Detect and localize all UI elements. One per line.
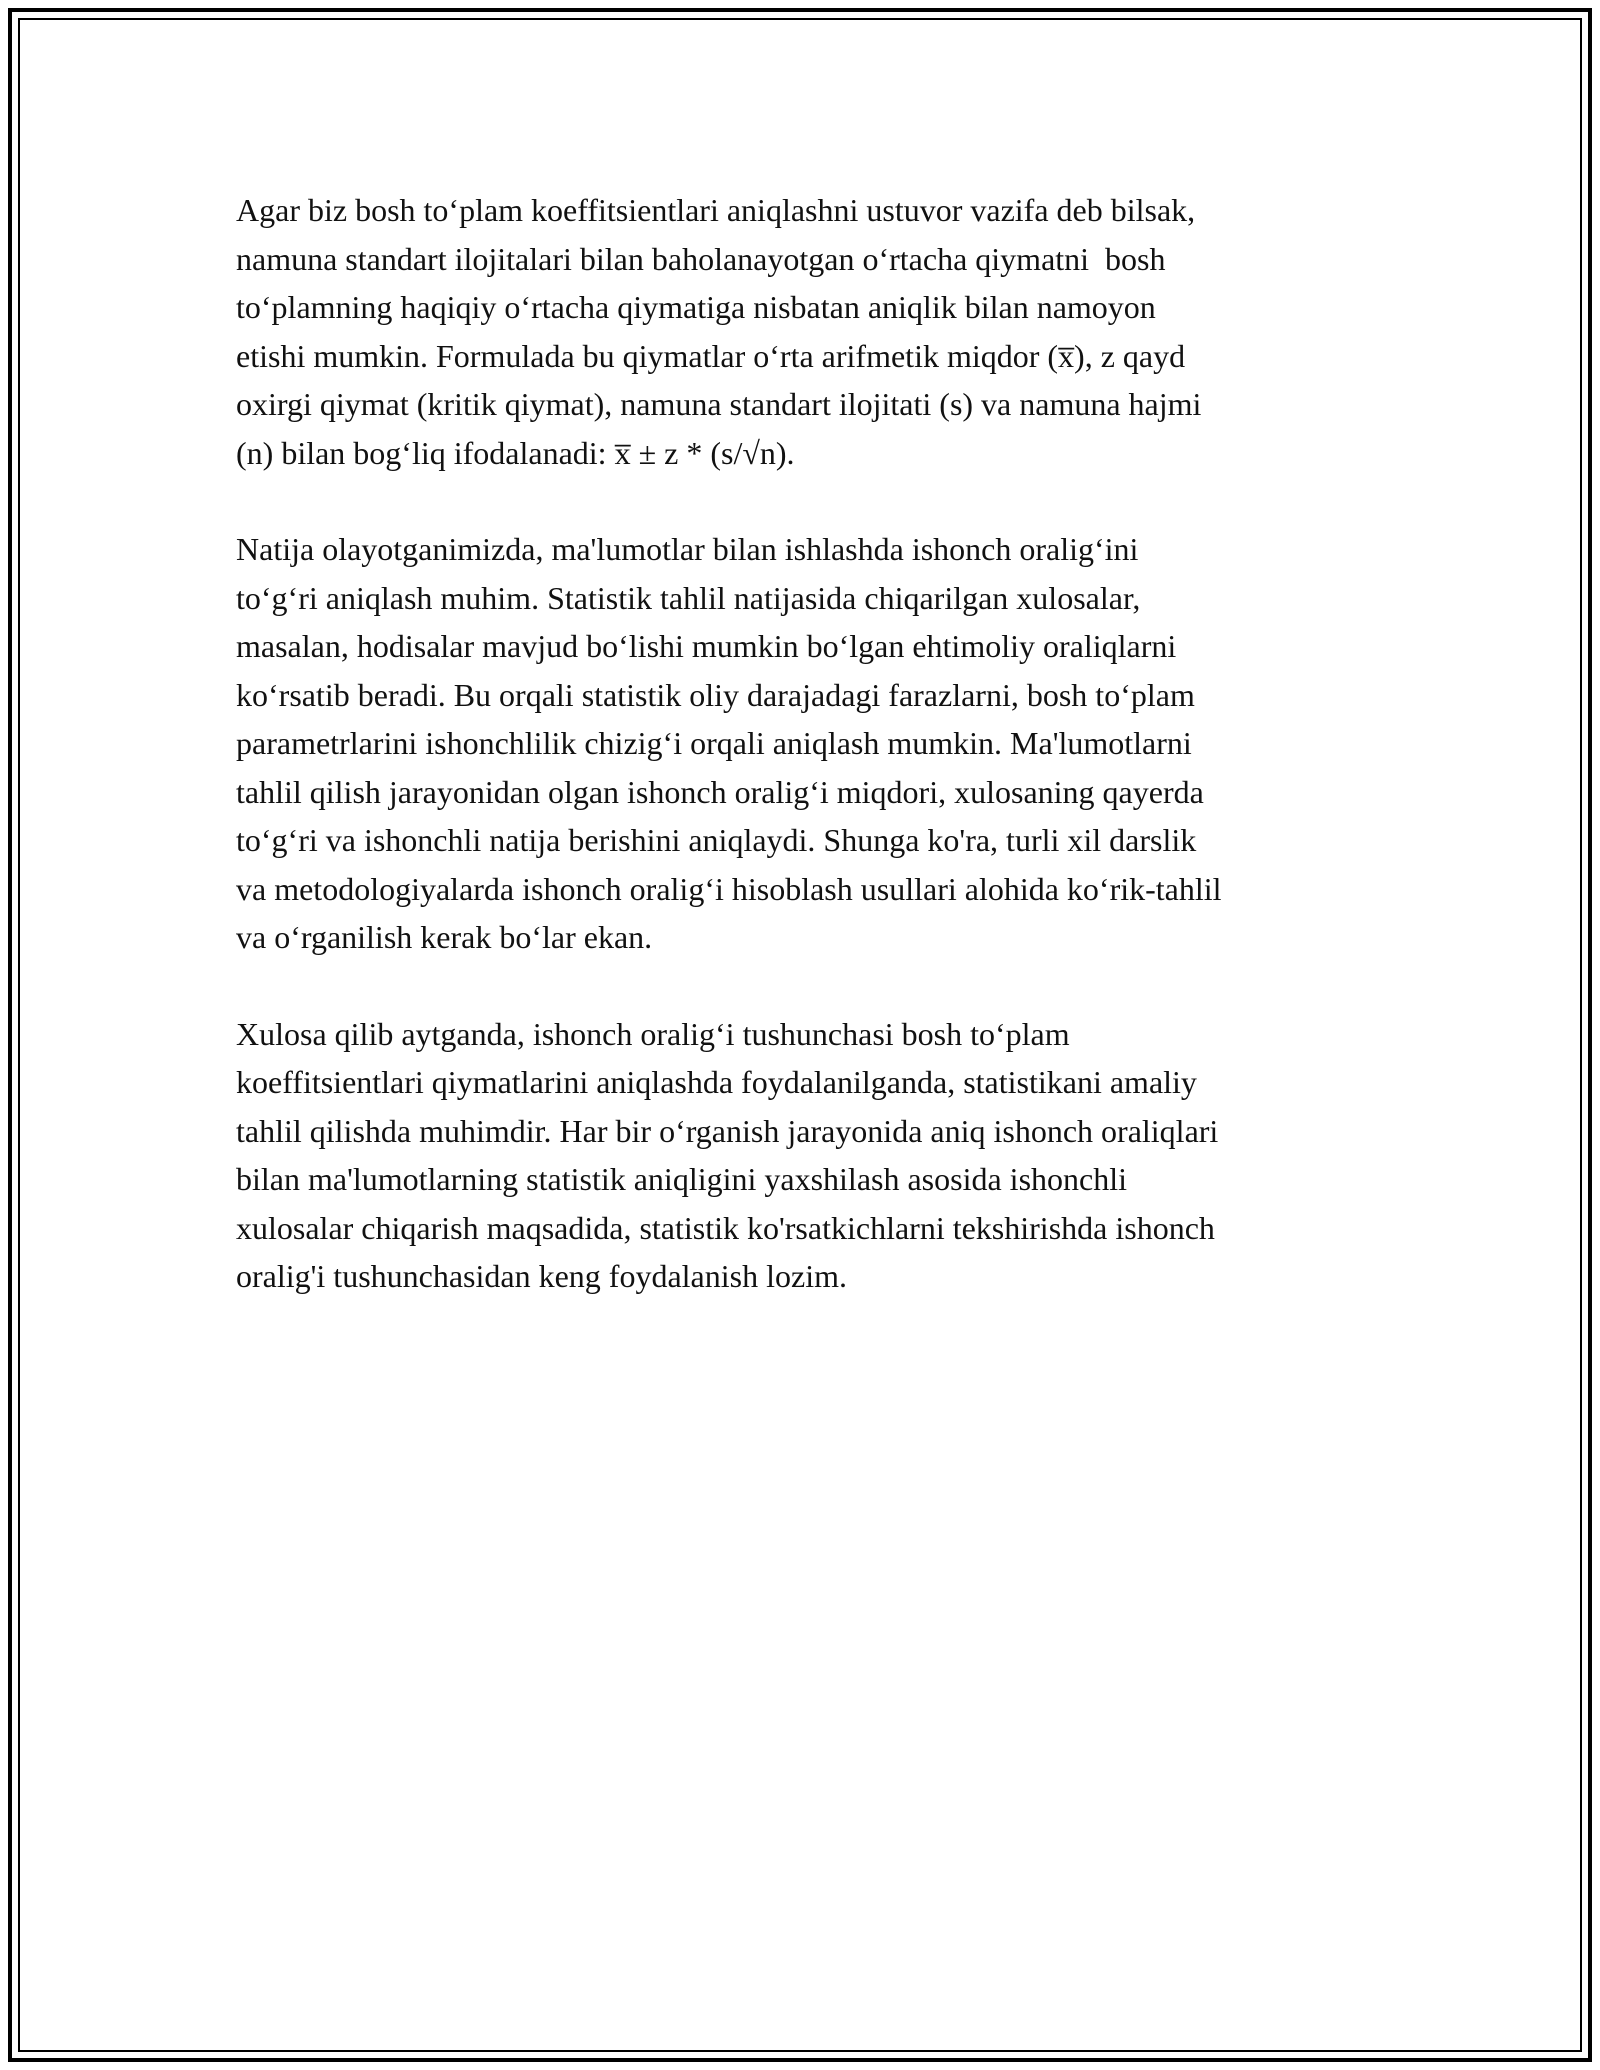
text-line: (n) bilan bog‘liq ifodalanadi: x̅ ± z * (s/√n). — [236, 434, 795, 471]
text-line: ko‘rsatib beradi. Bu orqali statistik oliy darajadagi farazlarni, bosh to‘plam — [236, 676, 1195, 713]
paragraph-1 — [236, 186, 1376, 477]
text-line: to‘plamning haqiqiy o‘rtacha qiymatiga nisbatan aniqlik bilan namoyon — [236, 289, 1156, 325]
text-line: oxirgi qiymat (kritik qiymat), namuna standart ilojitati (s) va namuna hajmi — [236, 386, 1202, 422]
text-line: tahlil qilish jarayonidan olgan ishonch oralig‘i miqdori, xulosaning qayerda — [236, 773, 1204, 810]
text-line: namuna standart ilojitalari bilan baholanayotgan o‘rtacha qiymatni bosh — [236, 240, 1166, 277]
text-line: to‘g‘ri va ishonchli natija berishini aniqlaydi. Shunga ko'ra, turli xil darslik — [236, 822, 1197, 858]
paragraph-2 — [236, 525, 1376, 962]
text-line: Xulosa qilib aytganda, ishonch oralig‘i tushunchasi bosh to‘plam — [236, 1015, 1070, 1052]
text-line: tahlil qilishda muhimdir. Har bir o‘rganish jarayonida aniq ishonch oraliqlari — [236, 1112, 1219, 1149]
text-line: oralig'i tushunchasidan keng foydalanish lozim. — [236, 1258, 847, 1294]
text-line: etishi mumkin. Formulada bu qiymatlar o‘rta arifmetik miqdor (x̅), z qayd — [236, 337, 1186, 374]
text-line: to‘g‘ri aniqlash muhim. Statistik tahlil natijasida chiqarilgan xulosalar, — [236, 579, 1141, 616]
text-line: parametrlarini ishonchlilik chizig‘i orqali aniqlash mumkin. Ma'lumotlarni — [236, 725, 1192, 761]
text-line: Natija olayotganimizda, ma'lumotlar bilan ishlashda ishonch oralig‘ini — [236, 531, 1139, 567]
document-body — [236, 186, 1376, 1349]
text-line: masalan, hodisalar mavjud bo‘lishi mumkin bo‘lgan ehtimoliy oraliqlarni — [236, 628, 1177, 664]
paragraph-3 — [236, 1010, 1376, 1301]
text-line: Agar biz bosh to‘plam koeffitsientlari aniqlashni ustuvor vazifa deb bilsak, — [236, 192, 1196, 228]
text-line: bilan ma'lumotlarning statistik aniqligini yaxshilash asosida ishonchli — [236, 1161, 1127, 1197]
text-line: xulosalar chiqarish maqsadida, statistik ko'rsatkichlarni tekshirishda ishonch — [236, 1209, 1215, 1246]
text-line: va o‘rganilish kerak bo‘lar ekan. — [236, 919, 653, 955]
text-line: koeffitsientlari qiymatlarini aniqlashda foydalanilganda, statistikani amaliy — [236, 1064, 1197, 1100]
text-line: va metodologiyalarda ishonch oralig‘i hisoblash usullari alohida ko‘rik-tahlil — [236, 870, 1222, 907]
